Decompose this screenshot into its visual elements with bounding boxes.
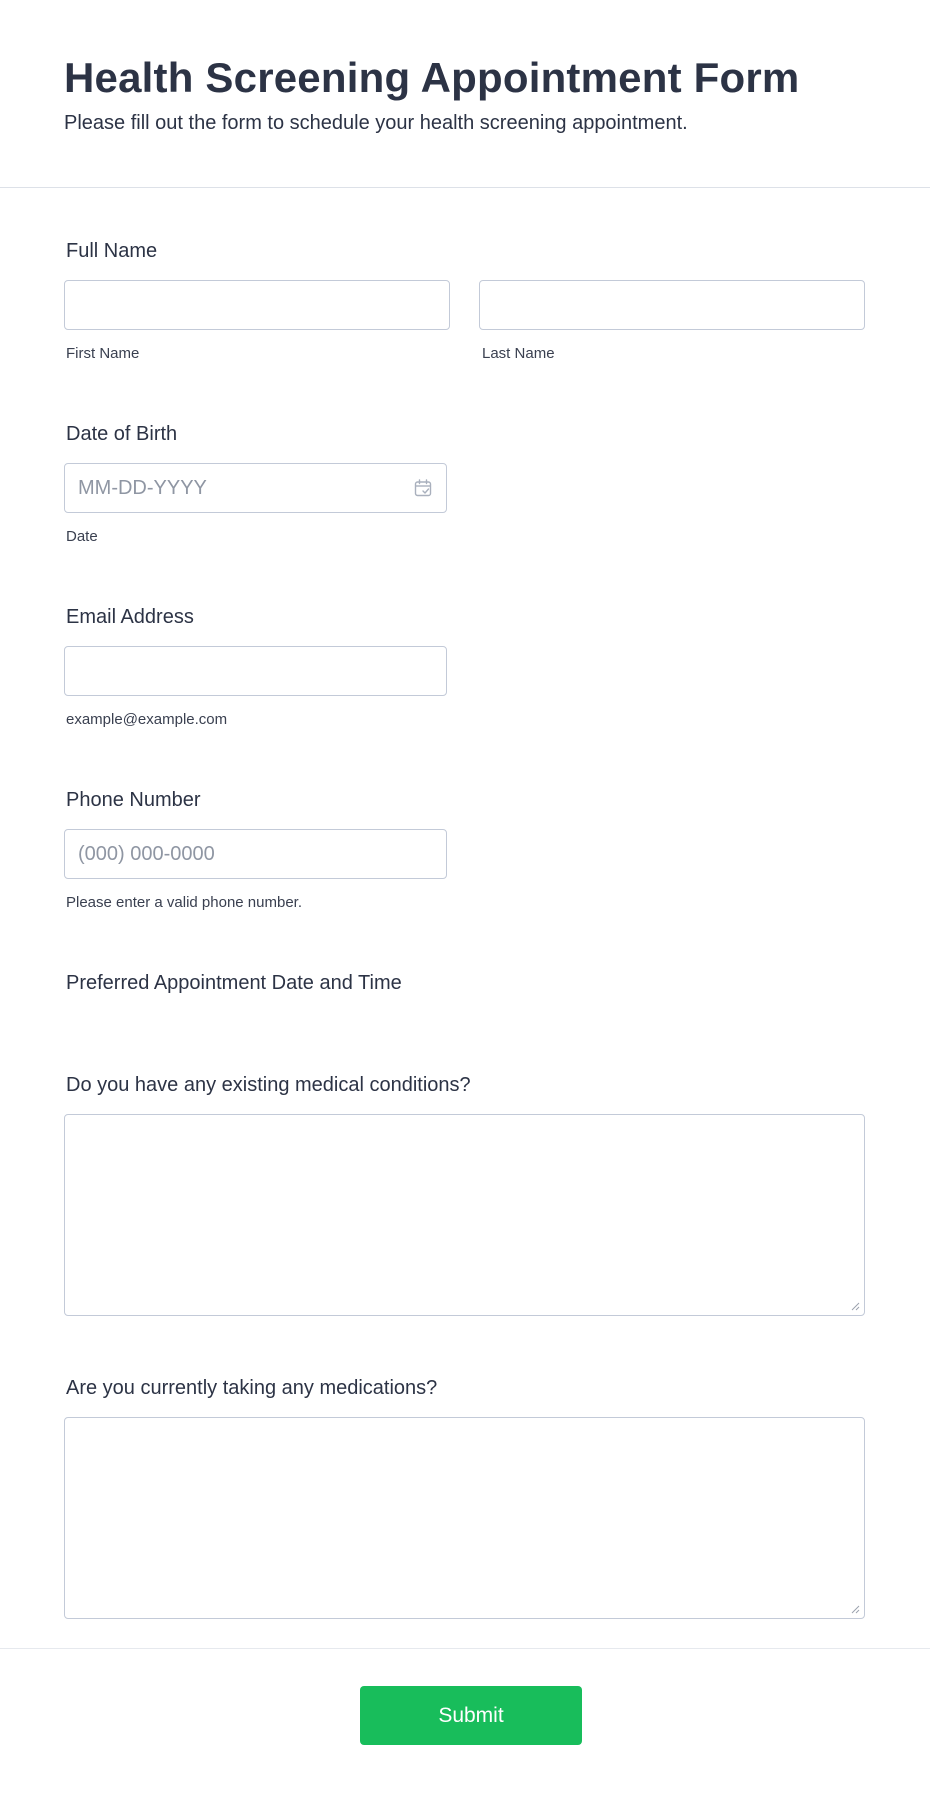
appointment-label: Preferred Appointment Date and Time	[66, 972, 402, 994]
form-subtitle: Please fill out the form to schedule your health screening appointment.	[64, 112, 688, 134]
form-header	[0, 0, 930, 188]
email-input[interactable]	[64, 646, 447, 696]
dob-sublabel: Date	[66, 528, 98, 545]
form-title: Health Screening Appointment Form	[64, 54, 800, 101]
phone-sublabel: Please enter a valid phone number.	[66, 894, 302, 911]
email-sublabel: example@example.com	[66, 711, 228, 728]
last-name-sublabel: Last Name	[482, 345, 555, 362]
phone-placeholder: (000) 000-0000	[78, 842, 215, 865]
phone-label: Phone Number	[66, 789, 201, 811]
form-footer	[0, 1648, 930, 1796]
first-name-input[interactable]	[64, 280, 450, 330]
conditions-label: Do you have any existing medical conditions?	[66, 1074, 471, 1096]
full-name-label: Full Name	[66, 240, 158, 262]
conditions-textarea[interactable]	[64, 1114, 865, 1316]
dob-input[interactable]	[64, 463, 447, 513]
dob-placeholder: MM-DD-YYYY	[78, 476, 207, 499]
medications-textarea[interactable]	[64, 1417, 865, 1619]
resize-grip-icon[interactable]	[850, 1301, 860, 1311]
medications-label: Are you currently taking any medications?	[66, 1377, 438, 1399]
last-name-input[interactable]	[479, 280, 865, 330]
calendar-icon[interactable]	[413, 478, 433, 498]
phone-input[interactable]	[64, 829, 447, 879]
dob-label: Date of Birth	[66, 423, 178, 445]
email-label: Email Address	[66, 606, 194, 628]
resize-grip-icon[interactable]	[850, 1604, 860, 1614]
first-name-sublabel: First Name	[66, 345, 140, 362]
submit-button[interactable]: Submit	[360, 1686, 582, 1745]
